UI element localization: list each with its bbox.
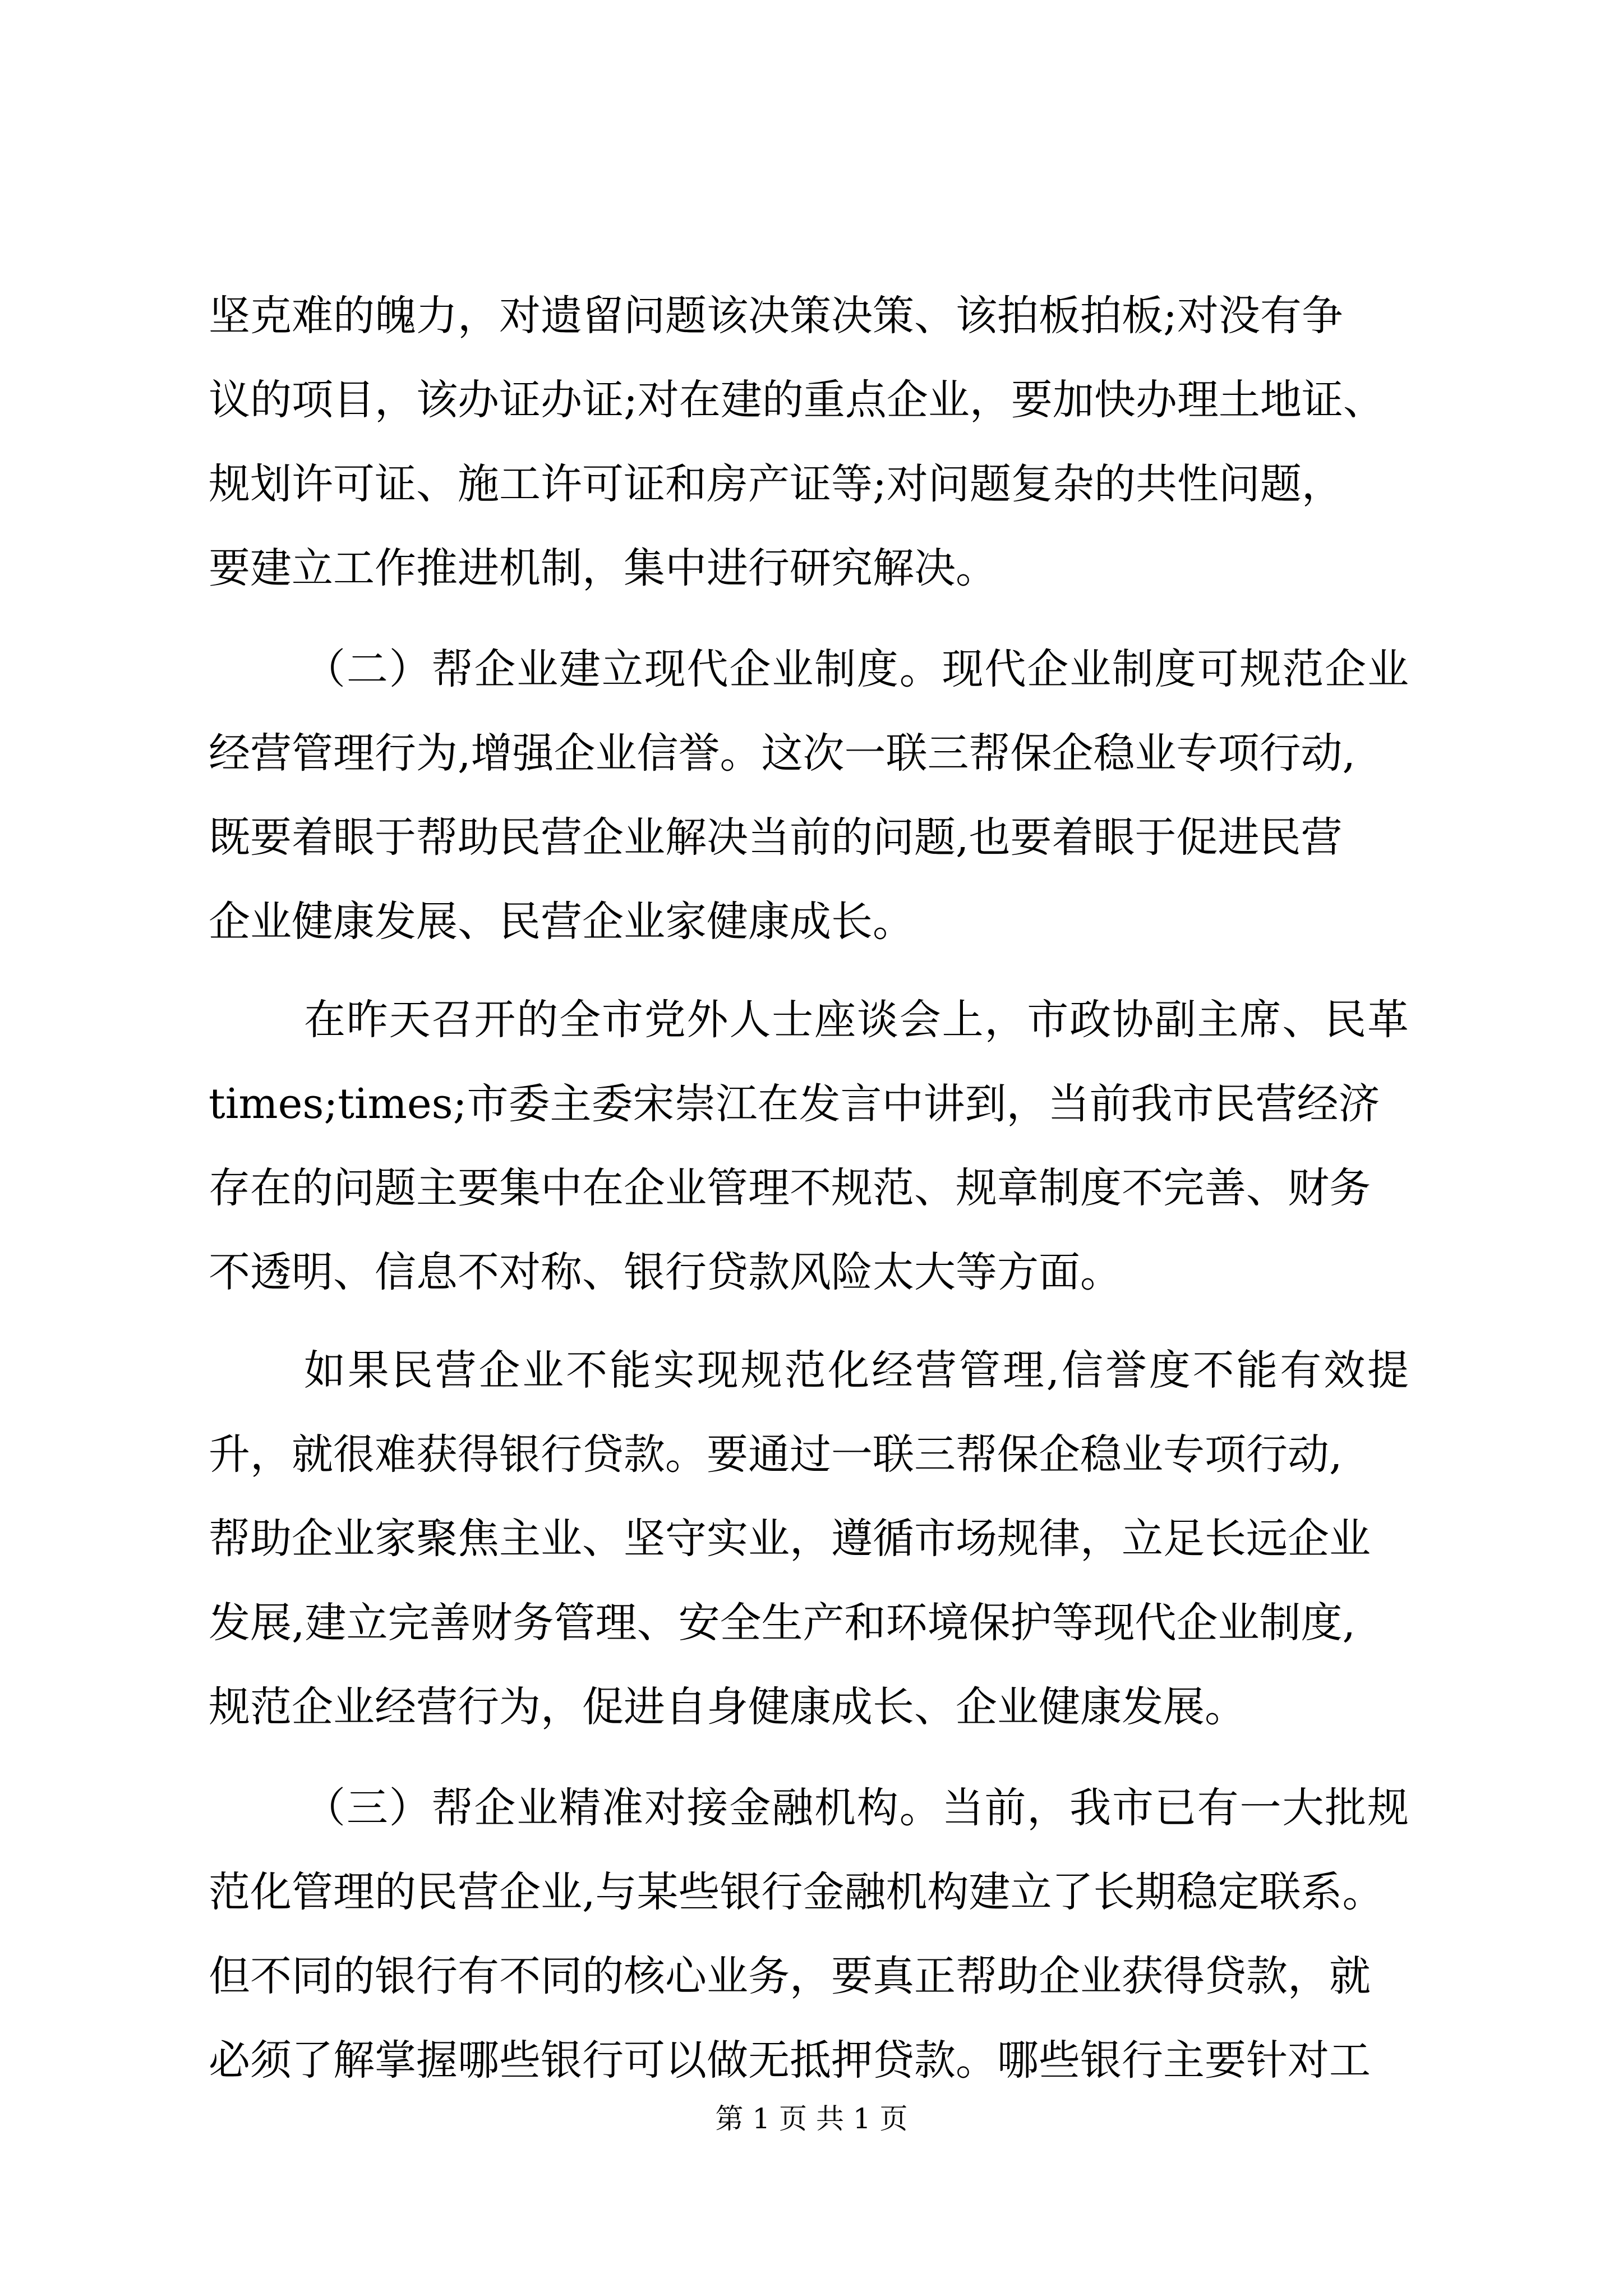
paragraph-first-line: 在昨天召开的全市党外人士座谈会上，市政协副主席、民革 bbox=[304, 996, 1409, 1044]
text-line: 范化管理的民营企业,与某些银行金融机构建立了长期稳定联系。 bbox=[209, 1868, 1384, 1916]
text-line: 存在的问题主要集中在企业管理不规范、规章制度不完善、财务 bbox=[209, 1164, 1371, 1212]
text-line: 帮助企业家聚焦主业、坚守实业，遵循市场规律，立足长远企业 bbox=[209, 1515, 1371, 1563]
paragraph-heading-line: （三）帮企业精准对接金融机构。当前，我市已有一大批规 bbox=[304, 1784, 1409, 1832]
page-footer: 第 1 页 共 1 页 bbox=[715, 2102, 908, 2135]
text-line: times;times;市委主委宋崇江在发言中讲到，当前我市民营经济 bbox=[209, 1080, 1380, 1128]
text-line: 议的项目，该办证办证;对在建的重点企业，要加快办理土地证、 bbox=[209, 376, 1385, 424]
paragraph-heading-line: （二）帮企业建立现代企业制度。现代企业制度可规范企业 bbox=[304, 645, 1409, 693]
text-line: 要建立工作推进机制，集中进行研究解决。 bbox=[209, 544, 997, 592]
text-line: 不透明、信息不对称、银行贷款风险太大等方面。 bbox=[209, 1248, 1122, 1296]
text-line: 坚克难的魄力，对遗留问题该决策决策、该拍板拍板;对没有争 bbox=[209, 292, 1343, 340]
text-line: 必须了解掌握哪些银行可以做无抵押贷款。哪些银行主要针对工 bbox=[209, 2036, 1371, 2085]
text-line: 但不同的银行有不同的核心业务，要真正帮助企业获得贷款，就 bbox=[209, 1952, 1371, 2000]
text-line: 升，就很难获得银行贷款。要通过一联三帮保企稳业专项行动, bbox=[209, 1430, 1343, 1479]
text-line: 规划许可证、施工许可证和房产证等;对问题复杂的共性问题， bbox=[209, 460, 1343, 508]
text-line: 经营管理行为,增强企业信誉。这次一联三帮保企稳业专项行动, bbox=[209, 729, 1356, 777]
paragraph-first-line: 如果民营企业不能实现规范化经营管理,信誉度不能有效提 bbox=[304, 1346, 1409, 1395]
text-line: 发展,建立完善财务管理、安全生产和环境保护等现代企业制度, bbox=[209, 1599, 1356, 1647]
text-line: 既要着眼于帮助民营企业解决当前的问题,也要着眼于促进民营 bbox=[209, 813, 1343, 862]
text-line: 企业健康发展、民营企业家健康成长。 bbox=[209, 898, 914, 946]
text-line: 规范企业经营行为，促进自身健康成长、企业健康发展。 bbox=[209, 1683, 1246, 1731]
